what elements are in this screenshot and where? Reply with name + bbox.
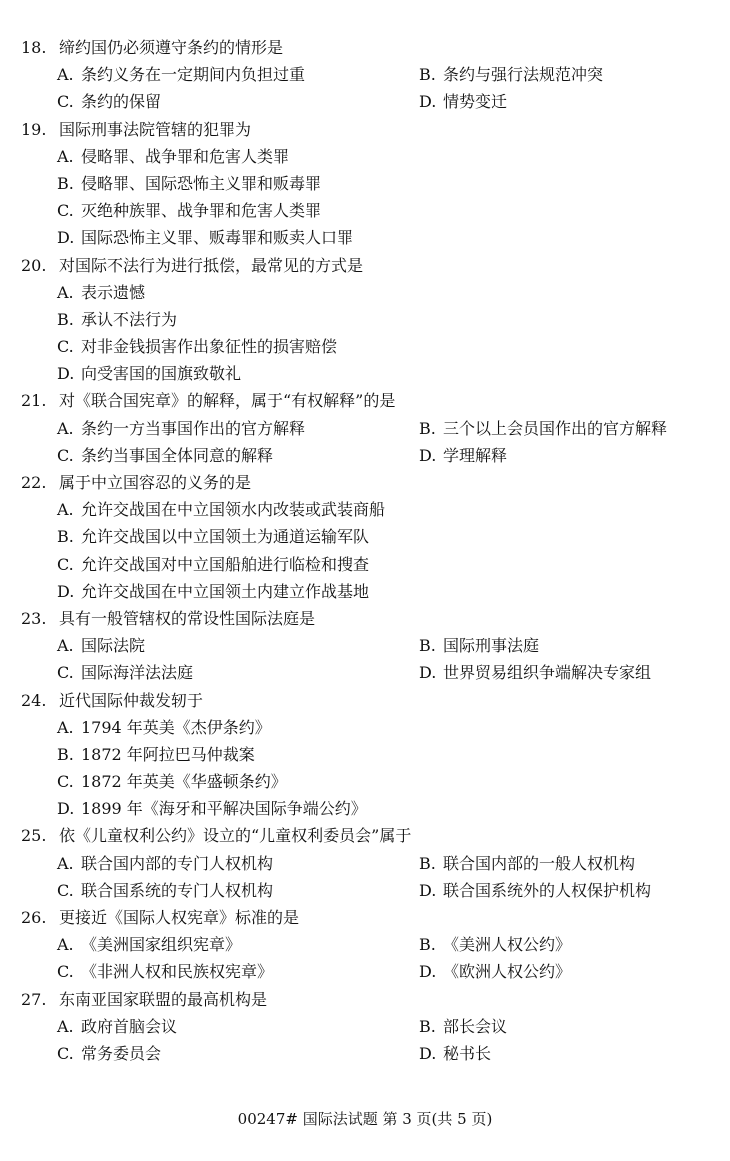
option-row — [57, 88, 711, 115]
question-text: 对国际不法行为进行抵偿，最常见的方式是 — [59, 255, 364, 275]
option-letter: D. — [419, 92, 437, 112]
option-row — [57, 61, 711, 88]
option-letter: B. — [57, 173, 74, 193]
option-letter: A. — [57, 146, 74, 166]
question-19 — [21, 116, 711, 252]
option-letter: A. — [57, 65, 74, 85]
option-letter: C. — [57, 201, 74, 221]
option-list — [57, 850, 711, 904]
option-text: 条约当事国全体同意的解释 — [81, 445, 274, 465]
option-c — [57, 197, 709, 224]
option-b — [57, 170, 709, 197]
question-number: 25. — [21, 826, 47, 846]
question-text: 东南亚国家联盟的最高机构是 — [59, 989, 268, 1009]
option-a — [57, 279, 709, 306]
option-text: 联合国系统的专门人权机构 — [81, 880, 274, 900]
option-d — [419, 659, 709, 686]
option-text: 对非金钱损害作出象征性的损害赔偿 — [81, 337, 338, 357]
option-b — [419, 61, 709, 88]
option-d — [419, 1040, 709, 1067]
question-27 — [21, 986, 711, 1068]
option-text: 政府首脑会议 — [81, 1016, 178, 1036]
option-row — [57, 578, 711, 605]
question-number: 27. — [21, 989, 47, 1009]
option-row — [57, 360, 711, 387]
option-d — [57, 578, 709, 605]
option-letter: C. — [57, 1043, 74, 1063]
option-letter: D. — [419, 445, 437, 465]
option-b — [419, 850, 709, 877]
option-letter: C. — [57, 92, 74, 112]
question-text: 缔约国仍必须遵守条约的情形是 — [59, 38, 284, 57]
option-a — [57, 850, 419, 877]
option-a — [57, 1013, 419, 1040]
option-letter: A. — [57, 500, 74, 520]
option-c — [57, 333, 709, 360]
question-text: 近代国际仲裁发轫于 — [59, 690, 204, 710]
option-row — [57, 1013, 711, 1040]
question-stem — [21, 469, 711, 496]
option-c — [57, 88, 419, 115]
question-stem — [21, 822, 711, 849]
option-letter: B. — [419, 636, 436, 656]
option-a — [57, 714, 709, 741]
option-text: 《美洲国家组织宪章》 — [81, 935, 242, 955]
option-text: 国际恐怖主义罪、贩毒罪和贩卖人口罪 — [81, 228, 354, 248]
option-d — [57, 795, 709, 822]
question-23 — [21, 605, 711, 687]
question-number: 24. — [21, 690, 47, 710]
option-text: 1794 年英美《杰伊条约》 — [81, 717, 271, 737]
option-text: 《美洲人权公约》 — [443, 935, 572, 955]
option-letter: B. — [419, 418, 436, 438]
question-text: 具有一般管辖权的常设性国际法庭是 — [59, 608, 316, 628]
option-d — [419, 877, 709, 904]
option-letter: C. — [57, 880, 74, 900]
option-d — [419, 88, 709, 115]
option-letter: A. — [57, 636, 74, 656]
option-row — [57, 143, 711, 170]
option-row — [57, 958, 711, 985]
option-letter: C. — [57, 554, 74, 574]
option-letter: D. — [419, 1043, 437, 1063]
option-text: 国际海洋法法庭 — [81, 663, 194, 683]
option-text: 允许交战国在中立国领水内改装或武装商船 — [81, 500, 386, 520]
option-text: 允许交战国对中立国船舶进行临检和搜查 — [81, 554, 370, 574]
question-number: 26. — [21, 908, 47, 927]
option-letter: D. — [419, 880, 437, 900]
option-letter: B. — [57, 527, 74, 547]
option-text: 常务委员会 — [81, 1043, 162, 1063]
option-text: 侵略罪、战争罪和危害人类罪 — [81, 146, 290, 166]
option-list — [57, 143, 711, 252]
option-c — [57, 877, 419, 904]
option-list — [57, 1013, 711, 1067]
option-letter: B. — [419, 853, 436, 873]
option-letter: B. — [57, 744, 74, 764]
option-letter: A. — [57, 853, 74, 873]
option-row — [57, 333, 711, 360]
option-text: 承认不法行为 — [81, 309, 178, 329]
option-row — [57, 768, 711, 795]
option-row — [57, 714, 711, 741]
option-letter: D. — [419, 962, 437, 982]
option-a — [57, 415, 419, 442]
question-stem — [21, 986, 711, 1013]
option-letter: D. — [57, 228, 75, 248]
question-18 — [21, 34, 711, 116]
question-24 — [21, 687, 711, 823]
question-number: 18. — [21, 38, 47, 57]
option-b — [419, 931, 709, 958]
option-b — [419, 415, 709, 442]
option-letter: A. — [57, 418, 74, 438]
option-row — [57, 741, 711, 768]
option-letter: C. — [57, 337, 74, 357]
option-b — [419, 1013, 709, 1040]
option-letter: D. — [57, 364, 75, 384]
option-text: 条约一方当事国作出的官方解释 — [81, 418, 306, 438]
option-list — [57, 279, 711, 388]
question-text: 属于中立国容忍的义务的是 — [59, 473, 252, 492]
question-text: 国际刑事法院管辖的犯罪为 — [59, 119, 252, 139]
question-stem — [21, 387, 711, 414]
question-stem — [21, 34, 711, 61]
question-21 — [21, 387, 711, 469]
option-letter: A. — [57, 1016, 74, 1036]
option-letter: A. — [57, 935, 74, 955]
option-list — [57, 61, 711, 115]
option-d — [57, 224, 709, 251]
question-number: 19. — [21, 119, 47, 139]
option-text: 向受害国的国旗致敬礼 — [81, 364, 242, 384]
option-letter: C. — [57, 663, 74, 683]
question-stem — [21, 252, 711, 279]
option-d — [419, 958, 709, 985]
option-row — [57, 551, 711, 578]
option-list — [57, 496, 711, 605]
option-b — [57, 523, 709, 550]
option-b — [57, 741, 709, 768]
option-text: 联合国内部的专门人权机构 — [81, 853, 274, 873]
option-text: 学理解释 — [443, 445, 508, 465]
option-text: 灭绝种族罪、战争罪和危害人类罪 — [81, 201, 322, 221]
option-a — [57, 143, 709, 170]
option-text: 《欧洲人权公约》 — [443, 962, 572, 982]
option-text: 情势变迁 — [443, 92, 508, 112]
option-row — [57, 1040, 711, 1067]
option-row — [57, 795, 711, 822]
option-c — [57, 958, 419, 985]
option-row — [57, 931, 711, 958]
option-text: 世界贸易组织争端解决专家组 — [443, 663, 652, 683]
option-a — [57, 931, 419, 958]
option-text: 国际法院 — [81, 636, 146, 656]
option-c — [57, 551, 709, 578]
question-text: 对《联合国宪章》的解释，属于“有权解释”的是 — [59, 391, 396, 411]
option-row — [57, 850, 711, 877]
option-list — [57, 415, 711, 469]
option-text: 1872 年阿拉巴马仲裁案 — [81, 744, 255, 764]
option-letter: C. — [57, 772, 74, 792]
option-letter: C. — [57, 445, 74, 465]
option-list — [57, 632, 711, 686]
option-text: 国际刑事法庭 — [443, 636, 540, 656]
question-stem — [21, 116, 711, 143]
option-text: 条约与强行法规范冲突 — [443, 65, 604, 85]
question-number: 20. — [21, 255, 47, 275]
option-row — [57, 279, 711, 306]
option-d — [419, 442, 709, 469]
option-text: 联合国内部的一般人权机构 — [443, 853, 636, 873]
question-list — [21, 34, 711, 1067]
option-row — [57, 632, 711, 659]
option-text: 联合国系统外的人权保护机构 — [443, 880, 652, 900]
option-a — [57, 632, 419, 659]
option-text: 允许交战国以中立国领土为通道运输军队 — [81, 527, 370, 547]
question-text: 更接近《国际人权宪章》标准的是 — [59, 908, 300, 927]
option-c — [57, 442, 419, 469]
option-text: 秘书长 — [443, 1043, 492, 1063]
question-26 — [21, 904, 711, 986]
question-number: 21. — [21, 391, 47, 411]
option-letter: C. — [57, 962, 74, 982]
option-letter: B. — [419, 935, 436, 955]
option-text: 侵略罪、国际恐怖主义罪和贩毒罪 — [81, 173, 322, 193]
option-letter: D. — [419, 663, 437, 683]
option-text: 条约义务在一定期间内负担过重 — [81, 65, 306, 85]
option-row — [57, 224, 711, 251]
option-row — [57, 197, 711, 224]
option-list — [57, 931, 711, 985]
option-letter: D. — [57, 799, 75, 819]
option-c — [57, 659, 419, 686]
option-letter: B. — [419, 1016, 436, 1036]
option-row — [57, 306, 711, 333]
option-row — [57, 442, 711, 469]
option-text: 1872 年英美《华盛顿条约》 — [81, 772, 287, 792]
option-letter: B. — [419, 65, 436, 85]
option-row — [57, 523, 711, 550]
question-25 — [21, 822, 711, 904]
question-stem — [21, 904, 711, 931]
option-row — [57, 877, 711, 904]
page-footer: 00247# 国际法试题 第 3 页(共 5 页) — [237, 1110, 493, 1128]
option-text: 条约的保留 — [81, 92, 162, 112]
question-22 — [21, 469, 711, 605]
option-text: 允许交战国在中立国领土内建立作战基地 — [81, 581, 370, 601]
option-letter: D. — [57, 581, 75, 601]
option-text: 表示遗憾 — [81, 282, 146, 302]
question-20 — [21, 252, 711, 388]
option-row — [57, 170, 711, 197]
option-c — [57, 768, 709, 795]
option-row — [57, 496, 711, 523]
option-a — [57, 496, 709, 523]
question-stem — [21, 605, 711, 632]
option-b — [57, 306, 709, 333]
option-text: 《非洲人权和民族权宪章》 — [81, 962, 274, 982]
option-letter: B. — [57, 309, 74, 329]
option-row — [57, 415, 711, 442]
question-number: 23. — [21, 608, 47, 628]
option-list — [57, 714, 711, 823]
option-row — [57, 659, 711, 686]
option-c — [57, 1040, 419, 1067]
option-text: 1899 年《海牙和平解决国际争端公约》 — [81, 799, 367, 819]
option-a — [57, 61, 419, 88]
question-text: 依《儿童权利公约》设立的“儿童权利委员会”属于 — [59, 826, 412, 846]
option-b — [419, 632, 709, 659]
option-letter: A. — [57, 282, 74, 302]
option-text: 部长会议 — [443, 1016, 508, 1036]
option-d — [57, 360, 709, 387]
question-number: 22. — [21, 473, 47, 492]
question-stem — [21, 687, 711, 714]
option-letter: A. — [57, 717, 74, 737]
option-text: 三个以上会员国作出的官方解释 — [443, 418, 668, 438]
